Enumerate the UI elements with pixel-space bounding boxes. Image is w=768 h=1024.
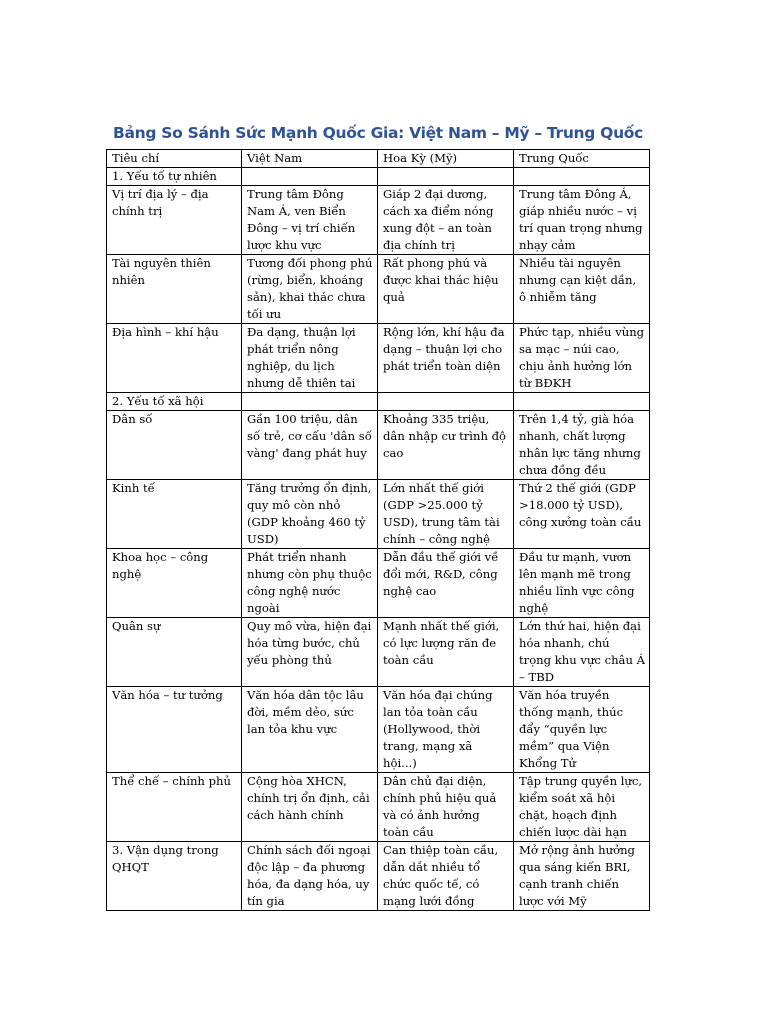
cell-usa: Rộng lớn, khí hậu đa dạng – thuận lợi cho phát triển toàn diện: [378, 324, 514, 393]
cell-criteria: Dân số: [107, 411, 242, 480]
cell-china: Tập trung quyền lực, kiểm soát xã hội chặt, hoạch định chiến lược dài hạn: [514, 773, 650, 842]
cell-china: [514, 393, 650, 411]
cell-criteria: 3. Vận dụng trong QHQT: [107, 842, 242, 911]
cell-usa: Can thiệp toàn cầu, dẫn dắt nhiều tổ chức quốc tế, có mạng lưới đồng: [378, 842, 514, 911]
cell-vietnam: Cộng hòa XHCN, chính trị ổn định, cải cách hành chính: [242, 773, 378, 842]
table-row: [107, 773, 650, 842]
cell-china: Phức tạp, nhiều vùng sa mạc – núi cao, chịu ảnh hưởng lớn từ BĐKH: [514, 324, 650, 393]
table-row: [107, 255, 650, 324]
cell-criteria: Quân sự: [107, 618, 242, 687]
cell-criteria: Kinh tế: [107, 480, 242, 549]
cell-criteria: 1. Yếu tố tự nhiên: [107, 168, 242, 186]
cell-criteria: Vị trí địa lý – địa chính trị: [107, 186, 242, 255]
cell-vietnam: [242, 393, 378, 411]
cell-vietnam: Đa dạng, thuận lợi phát triển nông nghiệp, du lịch nhưng dễ thiên tai: [242, 324, 378, 393]
cell-vietnam: Văn hóa dân tộc lâu đời, mềm dẻo, sức lan tỏa khu vực: [242, 687, 378, 773]
cell-china: Nhiều tài nguyên nhưng cạn kiệt dần, ô nhiễm tăng: [514, 255, 650, 324]
table-row: [107, 549, 650, 618]
cell-vietnam: Tăng trưởng ổn định, quy mô còn nhỏ (GDP khoảng 460 tỷ USD): [242, 480, 378, 549]
header-usa: Hoa Kỳ (Mỹ): [378, 150, 514, 168]
cell-china: [514, 168, 650, 186]
table-row: [107, 842, 650, 911]
section-row: [107, 168, 650, 186]
cell-china: Thứ 2 thế giới (GDP >18.000 tỷ USD), công xưởng toàn cầu: [514, 480, 650, 549]
cell-criteria: Địa hình – khí hậu: [107, 324, 242, 393]
cell-criteria: 2. Yếu tố xã hội: [107, 393, 242, 411]
cell-criteria: Tài nguyên thiên nhiên: [107, 255, 242, 324]
table-row: [107, 411, 650, 480]
cell-usa: Dẫn đầu thế giới về đổi mới, R&D, công nghệ cao: [378, 549, 514, 618]
header-vietnam: Việt Nam: [242, 150, 378, 168]
cell-china: Trung tâm Đông Á, giáp nhiều nước – vị trí quan trọng nhưng nhạy cảm: [514, 186, 650, 255]
comparison-table: [106, 149, 650, 911]
header-criteria: Tiêu chí: [107, 150, 242, 168]
document-title: Bảng So Sánh Sức Mạnh Quốc Gia: Việt Nam – Mỹ – Trung Quốc: [113, 124, 644, 142]
cell-usa: Văn hóa đại chúng lan tỏa toàn cầu (Hollywood, thời trang, mạng xã hội...): [378, 687, 514, 773]
cell-china: Đầu tư mạnh, vươn lên mạnh mẽ trong nhiều lĩnh vực công nghệ: [514, 549, 650, 618]
cell-vietnam: Gần 100 triệu, dân số trẻ, cơ cấu 'dân số vàng' đang phát huy: [242, 411, 378, 480]
table-body: [107, 168, 650, 911]
cell-vietnam: Phát triển nhanh nhưng còn phụ thuộc công nghệ nước ngoài: [242, 549, 378, 618]
cell-usa: [378, 393, 514, 411]
cell-china: Lớn thứ hai, hiện đại hóa nhanh, chú trọng khu vực châu Á – TBD: [514, 618, 650, 687]
table-header-row: [107, 150, 650, 168]
table-row: [107, 186, 650, 255]
table-row: [107, 687, 650, 773]
cell-vietnam: [242, 168, 378, 186]
cell-usa: Rất phong phú và được khai thác hiệu quả: [378, 255, 514, 324]
cell-vietnam: Trung tâm Đông Nam Á, ven Biển Đông – vị trí chiến lược khu vực: [242, 186, 378, 255]
cell-china: Văn hóa truyền thống mạnh, thúc đẩy “quyền lực mềm” qua Viện Khổng Tử: [514, 687, 650, 773]
cell-china: Trên 1,4 tỷ, già hóa nhanh, chất lượng nhân lực tăng nhưng chưa đồng đều: [514, 411, 650, 480]
cell-usa: Mạnh nhất thế giới, có lực lượng răn đe toàn cầu: [378, 618, 514, 687]
cell-china: Mở rộng ảnh hưởng qua sáng kiến BRI, cạnh tranh chiến lược với Mỹ: [514, 842, 650, 911]
cell-usa: Khoảng 335 triệu, dân nhập cư trình độ cao: [378, 411, 514, 480]
table-row: [107, 618, 650, 687]
cell-usa: Dân chủ đại diện, chính phủ hiệu quả và có ảnh hưởng toàn cầu: [378, 773, 514, 842]
cell-vietnam: Quy mô vừa, hiện đại hóa từng bước, chủ yếu phòng thủ: [242, 618, 378, 687]
table-row: [107, 324, 650, 393]
cell-criteria: Văn hóa – tư tưởng: [107, 687, 242, 773]
cell-criteria: Thể chế – chính phủ: [107, 773, 242, 842]
cell-usa: Lớn nhất thế giới (GDP >25.000 tỷ USD), trung tâm tài chính – công nghệ: [378, 480, 514, 549]
table-row: [107, 480, 650, 549]
cell-usa: [378, 168, 514, 186]
section-row: [107, 393, 650, 411]
cell-criteria: Khoa học – công nghệ: [107, 549, 242, 618]
cell-vietnam: Chính sách đối ngoại độc lập – đa phương hóa, đa dạng hóa, uy tín gia: [242, 842, 378, 911]
header-china: Trung Quốc: [514, 150, 650, 168]
cell-vietnam: Tương đối phong phú (rừng, biển, khoáng sản), khai thác chưa tối ưu: [242, 255, 378, 324]
cell-usa: Giáp 2 đại dương, cách xa điểm nóng xung đột – an toàn địa chính trị: [378, 186, 514, 255]
